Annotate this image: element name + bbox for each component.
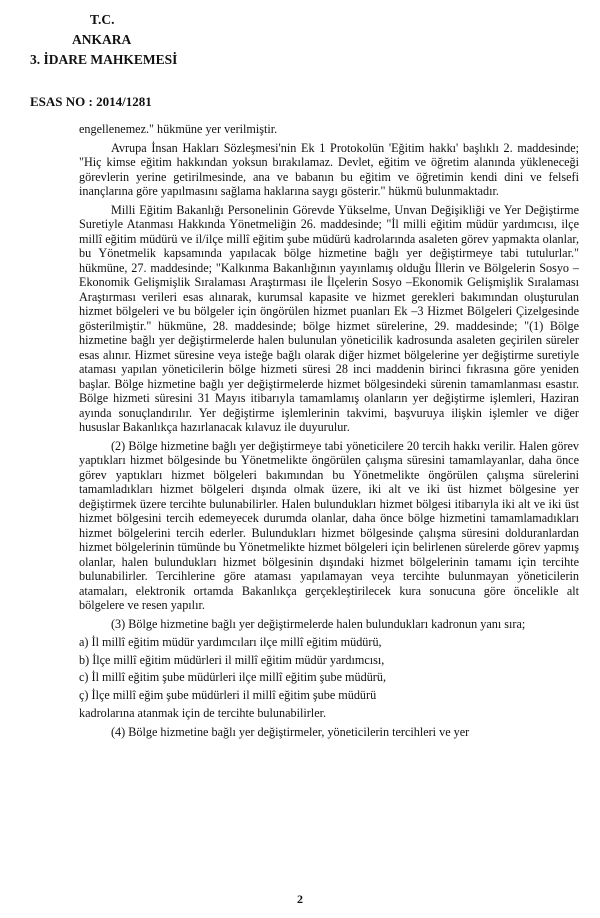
position-list <box>79 635 579 702</box>
header-city: ANKARA <box>72 32 132 47</box>
paragraph: (2) Bölge hizmetine bağlı yer değiştirmeye tabi yöneticilere 20 tercih hakkı verilir. Halen görev yaptıkları hizmet bölgesinde bu Yönetmelikte öngörülen çalışma süresini tamamlayanlar, daha önce görev yaptıkları hizmet bölgeleri bakımından bu Yönetmelikte öngörülen çalışma sürelerini tamamladıkları hizmet bölgeleri dışında olmak üzere, iki alt ve iki üst hizmet bölgesine yer değiştirmek üzere tercihte bulunabilirler. Halen bulundukları hizmet bölgesi itibarıyla iki alt ve iki üst hizmet bölgesini tercih edemeyecek durumda olanlar, daha önce bölge hizmetini tamamlamadıkları hizmet bölgelerini tercih ederler. Bulundukları hizmet bölgesinde çalışma süresini dolduranlardan hizmet bölgelerinin tümünde bu Yönetmelikte hizmet bölgeleri için belirlenen sürelerde görev yapmış olanlar, halen bulundukları hizmet bölgesinin dışındaki hizmet bölgelerinin tamamı için tercihte bulunabilirler. Tercihlerine göre ataması yapılamayan veya tercihte bulunmayan yöneticilerin atamaları, elektronik ortamda Bakanlıkça gerçekleştirilecek kura sonucuna göre öncelikle alt bölgelere ve resen yapılır. <box>79 438 579 612</box>
case-number: ESAS NO : 2014/1281 <box>30 94 152 109</box>
paragraph: Milli Eğitim Bakanlığı Personelinin Görevde Yükselme, Unvan Değişikliği ve Yer Değiştirme Suretiyle Atanması Hakkında Yönetmeliğin 26. maddesinde; "İl milli eğitim müdür yardımcısı, ilçe millî eğitim müdürü ve il/ilçe millî eğitim şube müdürü kadrolarında asaleten görev yapmakta olanlar, bu Yönetmelik kapsamında yapılacak bölge hizmetine bağlı yer değiştirmeye tabi tutulurlar." hükmüne, 27. maddesinde; "Kalkınma Bakanlığının yayınlamış olduğu İllerin ve Bölgelerin Sosyo –Ekonomik Gelişmişlik Sıralaması Araştırması ile İlçelerin Sosyo –Ekonomik Gelişmişlik Sıralaması Araştırması verileri esas alınarak, kurumsal kapasite ve hizmet gerekleri bakımından oluşturulan hizmet bölgeleri ve bu bölgeler için öngörülen hizmet puanları Ek –3 Hizmet Bölgeleri Çizelgesinde gösterilmiştir." hükmüne, 28. maddesinde; bölge hizmet sürelerine, 29. maddesinde; "(1) Bölge hizmetine bağlı yer değiştirmelerde halen bulunulan yöneticilik kadrosunda asaleten geçirilen süreler esas alınır. Hizmet süresine veya isteğe bağlı olarak diğer hizmet bölgelerine yer değiştirme suretiyle ataması yapılan yöneticilerin bölge hizmeti süresi 28 inci maddenin birinci fıkrasına göre yeniden başlar. Bölge hizmetine bağlı yer değiştirmelerde hizmet bölgesindeki sürenin tamamlanması esastır. Bölge hizmeti süresini 31 Mayıs itibarıyla tamamlamış olanların yer değiştirme işlemleri, Haziran ayında sonuçlandırılır. Yer değiştirme işlemlerinin takvimi, başvuruya ilişkin işlemler ve diğer hususlar Bakanlıkça hazırlanacak kılavuz ile duyurulur. <box>79 202 579 434</box>
header-tc: T.C. <box>90 12 115 27</box>
paragraph: kadrolarına atanmak için de tercihte bulunabilirler. <box>79 706 327 720</box>
page-number: 2 <box>297 892 303 906</box>
list-item: b) İlçe millî eğitim müdürleri il millî eğitim müdür yardımcısı, <box>79 652 385 667</box>
paragraph: (4) Bölge hizmetine bağlı yer değiştirmeler, yöneticilerin tercihleri ve yer <box>111 724 470 739</box>
paragraph: engellenemez." hükmüne yer verilmiştir. <box>79 122 278 136</box>
paragraph: (3) Bölge hizmetine bağlı yer değiştirmelerde halen bulundukları kadronun yanı sıra; <box>111 616 526 631</box>
document-body <box>79 122 579 743</box>
paragraph: Avrupa İnsan Hakları Sözleşmesi'nin Ek 1 Protokolün 'Eğitim hakkı' başlıklı 2. maddesinde; "Hiç kimse eğitim hakkından yoksun bırakılamaz. Devlet, eğitim ve öğretim alanında yükleneceği görevlerin yerine getirilmesinde, ana ve babanın bu eğitim ve öğretimin kendi dini ve felsefi inançlarına göre yapılmasını sağlama haklarına saygı gösterir." hükmü bulunmaktadır. <box>79 140 579 198</box>
court-header <box>30 10 177 70</box>
list-item: ç) İlçe millî eğim şube müdürleri il millî eğitim şube müdürü <box>79 687 377 702</box>
list-item: a) İl millî eğitim müdür yardımcıları ilçe millî eğitim müdürü, <box>79 635 382 649</box>
header-court: 3. İDARE MAHKEMESİ <box>30 52 178 67</box>
list-item: c) İl millî eğitim şube müdürleri ilçe millî eğitim şube müdürü, <box>79 670 387 684</box>
